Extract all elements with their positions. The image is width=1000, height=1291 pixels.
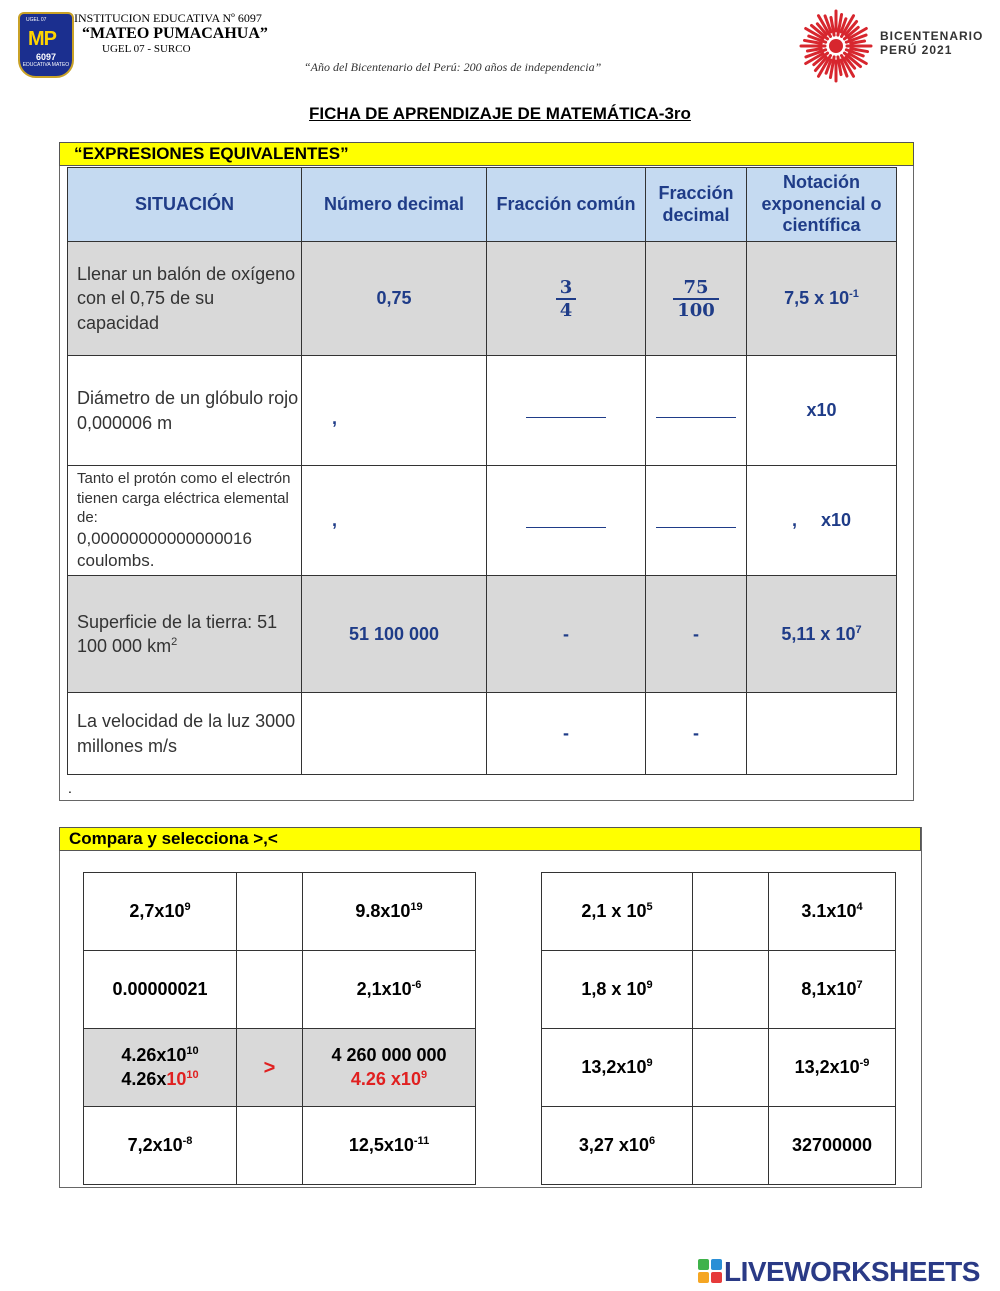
fraction-denominator: 100 (677, 299, 715, 321)
sci-x10: x10 (806, 400, 837, 420)
sci-x10: x10 (820, 510, 852, 530)
value-base: 8,1x10 (801, 978, 857, 999)
common-fraction-cell: - (487, 693, 646, 775)
decimal-answer-cell[interactable] (302, 466, 487, 576)
decimal-fraction (673, 277, 719, 321)
fraction-denominator: 4 (559, 299, 573, 321)
value-base: 13,2x10 (581, 1056, 647, 1077)
bicentenario-logo-icon (798, 8, 874, 84)
compare-sign-slot[interactable] (693, 873, 769, 951)
value-base: 4.26x (121, 1068, 167, 1089)
value-exponent: 9 (184, 900, 191, 913)
compare-left-value (542, 873, 693, 951)
school-line-2: “MATEO PUMACAHUA” (82, 25, 268, 43)
crest-initials: MP (28, 28, 56, 50)
school-line-3: UGEL 07 - SURCO (102, 42, 191, 55)
sci-base: 7,5 x 10 (784, 288, 850, 308)
compare-right-value (303, 951, 476, 1029)
table-row (68, 242, 897, 356)
compare-sign-slot[interactable] (237, 951, 303, 1029)
crest-caption: EDUCATIVA MATEO (22, 62, 70, 68)
compare-row (542, 1029, 896, 1107)
value-base: 12,5x10 (348, 1134, 414, 1155)
year-motto: “Año del Bicentenario del Perú: 200 años de independencia” (304, 60, 602, 74)
common-fraction-cell: - (487, 576, 646, 693)
bicentenario-text (880, 30, 983, 58)
situation-value: 0,00000000000000016 coulombs. (77, 528, 252, 570)
header-fraccion-decimal: Fracción decimal (646, 168, 747, 242)
value-exponent: -6 (411, 978, 422, 991)
decimal-fraction-answer-cell[interactable] (646, 466, 747, 576)
sci-exponent: -1 (849, 288, 859, 300)
compare-right-value (303, 1029, 476, 1107)
situation-cell: La velocidad de la luz 3000 millones m/s (68, 693, 302, 775)
value-base: 3,27 x10 (578, 1134, 649, 1155)
situation-cell (68, 466, 302, 576)
sci-comma: , (791, 510, 797, 530)
common-fraction-cell (487, 242, 646, 356)
compare-left-value (84, 1029, 237, 1107)
situation-cell (68, 576, 302, 693)
compare-sign-slot[interactable] (693, 1107, 769, 1185)
fraction-numerator: 75 (673, 277, 719, 300)
compare-table-left (83, 872, 476, 1185)
value-base: 1,8 x 10 (581, 978, 647, 999)
value-exponent: 7 (856, 978, 863, 991)
compare-sign-slot[interactable] (693, 951, 769, 1029)
compare-sign-slot[interactable] (693, 1029, 769, 1107)
greater-than-sign: > (263, 1056, 276, 1079)
decimal-comma: , (332, 510, 338, 530)
compare-row (542, 1107, 896, 1185)
equivalent-expressions-table (67, 167, 897, 775)
value-exponent: 10 (186, 1068, 199, 1081)
compare-left-value (542, 1029, 693, 1107)
value-base: 2,1 x 10 (581, 900, 647, 921)
section1-heading: “EXPRESIONES EQUIVALENTES” (59, 142, 914, 166)
answer-blank[interactable] (526, 509, 606, 528)
compare-left-value (84, 1107, 237, 1185)
decimal-answer-cell[interactable] (302, 356, 487, 466)
school-crest-logo (18, 12, 74, 78)
table-header-row (68, 168, 897, 242)
value-exponent: 19 (410, 900, 423, 913)
compare-row (84, 1107, 476, 1185)
scientific-cell (747, 242, 897, 356)
header-notacion-cientifica: Notación exponencial o científica (747, 168, 897, 242)
table-row (68, 576, 897, 693)
decimal-cell: 0,75 (302, 242, 487, 356)
table-row (68, 693, 897, 775)
answer-blank[interactable] (656, 399, 736, 418)
header-fraccion-comun: Fracción común (487, 168, 646, 242)
crest-ring-text: UGEL 07 (26, 17, 47, 23)
compare-right-value (769, 951, 896, 1029)
compare-left-value (542, 1107, 693, 1185)
header-situacion: SITUACIÓN (68, 168, 302, 242)
bicentenario-line-1: BICENTENARIO (880, 29, 984, 43)
value-base: 3.1x10 (801, 900, 857, 921)
value-base: 4.26 x10 (350, 1068, 421, 1089)
situation-text: Tanto el protón como el electrón tienen carga eléctrica elemental de: (77, 470, 291, 527)
value-exponent: 4 (856, 900, 863, 913)
value-base: 2,1x10 (356, 978, 412, 999)
value-exponent: 9 (646, 1056, 653, 1069)
value-exponent: 5 (646, 900, 653, 913)
compare-sign-slot[interactable] (237, 1107, 303, 1185)
compare-row (84, 873, 476, 951)
common-fraction-answer-cell[interactable] (487, 466, 646, 576)
value-exponent: -9 (859, 1056, 870, 1069)
value-exponent: 10 (186, 1045, 199, 1058)
fraction-numerator: 3 (556, 277, 577, 300)
value-exponent: 9 (420, 1068, 428, 1081)
sci-base: 5,11 x 10 (781, 623, 856, 644)
bicentenario-line-2: PERÚ 2021 (880, 42, 953, 57)
scientific-answer-cell[interactable] (747, 466, 897, 576)
value-exponent: -11 (413, 1134, 430, 1147)
situation-cell: Llenar un balón de oxígeno con el 0,75 de su capacidad (68, 242, 302, 356)
situation-exponent: 2 (171, 636, 178, 648)
decimal-fraction-cell: - (646, 576, 747, 693)
section2-heading: Compara y selecciona >,< (59, 827, 921, 851)
decimal-answer-cell[interactable] (302, 693, 487, 775)
compare-right-value (303, 1107, 476, 1185)
compare-left-value: 0.00000021 (84, 951, 237, 1029)
answer-blank[interactable] (526, 399, 606, 418)
crest-number: 6097 (35, 52, 57, 62)
table-row (68, 356, 897, 466)
value-exponent: 6 (648, 1134, 656, 1147)
scientific-answer-cell[interactable] (747, 693, 897, 775)
value-plain: 4 260 000 000 (331, 1045, 447, 1066)
compare-right-value (303, 873, 476, 951)
compare-sign-slot[interactable] (237, 873, 303, 951)
decimal-fraction-cell (646, 242, 747, 356)
answer-blank[interactable] (656, 509, 736, 528)
decimal-cell: 51 100 000 (302, 576, 487, 693)
value-base: 7,2x10 (127, 1134, 183, 1155)
value-base: 9.8x10 (355, 900, 411, 921)
decimal-fraction-cell: - (646, 693, 747, 775)
situation-text: Superficie de la tierra: 51 100 000 km (77, 611, 278, 656)
value-base: 2,7x10 (129, 900, 185, 921)
common-fraction-answer-cell[interactable] (487, 356, 646, 466)
compare-row (542, 951, 896, 1029)
compare-left-value (542, 951, 693, 1029)
compare-sign-slot[interactable] (237, 1029, 303, 1107)
value-exponent: -8 (182, 1134, 193, 1147)
decimal-fraction-answer-cell[interactable] (646, 356, 747, 466)
decimal-comma: , (332, 408, 338, 428)
compare-row (542, 873, 896, 951)
liveworksheets-wordmark: LIVEWORKSHEETS (724, 1256, 980, 1287)
value-base: 4.26x10 (121, 1045, 187, 1066)
document-title: FICHA DE APRENDIZAJE DE MATEMÁTICA-3ro (309, 104, 691, 123)
liveworksheets-logo-icon (698, 1259, 722, 1283)
value-exponent: 9 (646, 978, 653, 991)
compare-right-value: 32700000 (769, 1107, 896, 1185)
sci-exponent: 7 (855, 623, 862, 636)
situation-cell: Diámetro de un glóbulo rojo 0,000006 m (68, 356, 302, 466)
value-highlight: 10 (166, 1068, 187, 1089)
value-base: 13,2x10 (794, 1056, 860, 1077)
trailing-mark: . (68, 780, 72, 796)
common-fraction (556, 277, 577, 321)
compare-row (84, 951, 476, 1029)
scientific-answer-cell[interactable] (747, 356, 897, 466)
header-numero-decimal: Número decimal (302, 168, 487, 242)
school-line-1: INSTITUCION EDUCATIVA Nº 6097 (74, 11, 262, 25)
scientific-cell (747, 576, 897, 693)
compare-row-example (84, 1029, 476, 1107)
compare-left-value (84, 873, 237, 951)
compare-right-value (769, 1029, 896, 1107)
school-name-block (74, 12, 268, 55)
compare-table-right (541, 872, 896, 1185)
compare-right-value (769, 873, 896, 951)
table-row (68, 466, 897, 576)
